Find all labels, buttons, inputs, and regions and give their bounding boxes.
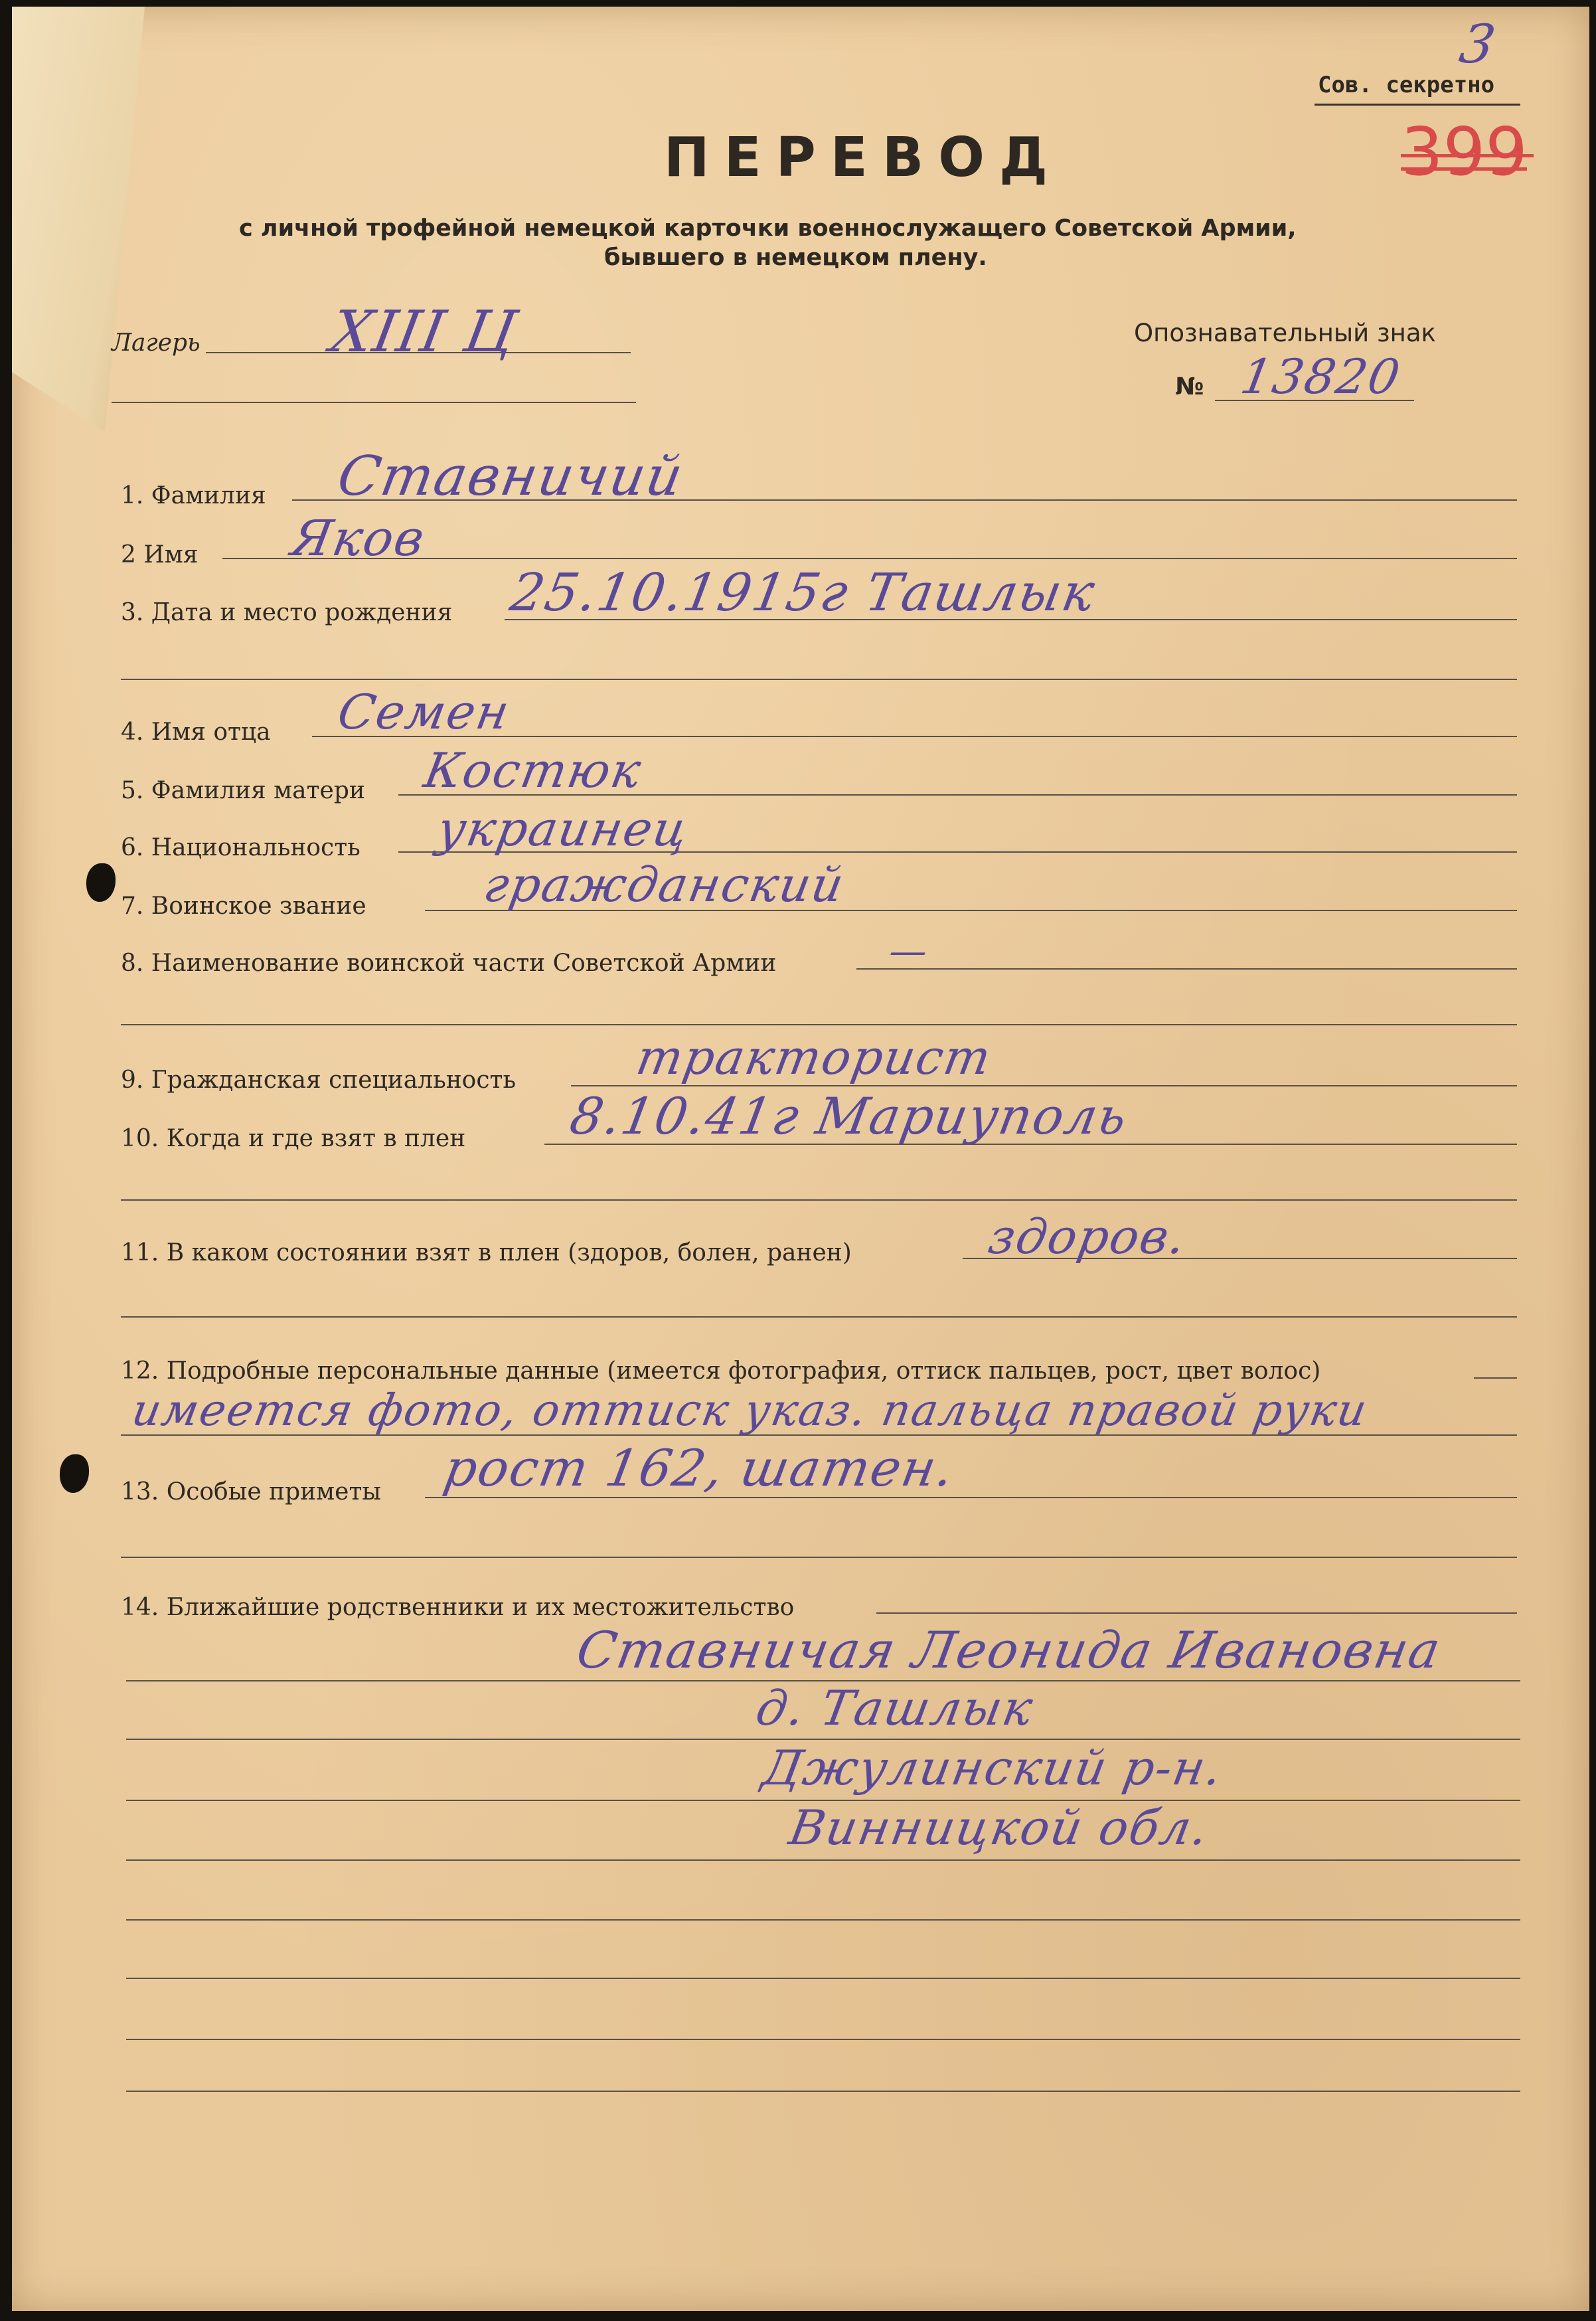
- classification-stamp: Сов. секретно: [1318, 72, 1495, 98]
- field-birth-label: 3. Дата и место рождения: [121, 599, 453, 626]
- field-name-value: Яков: [287, 510, 430, 567]
- field-personal-label: 12. Подробные персональные данные (имеется фотография, оттиск пальцев, рост, цвет волос): [121, 1357, 1321, 1385]
- field-rank-label: 7. Воинское звание: [121, 893, 366, 920]
- field-rank-value: гражданский: [479, 857, 849, 912]
- field-capture-line-2: [121, 1199, 1517, 1201]
- field-features-value: рост 162, шатен.: [439, 1438, 959, 1498]
- field-condition-line-2: [121, 1316, 1517, 1318]
- relatives-line: [126, 2039, 1520, 2040]
- field-mother-label: 5. Фамилия матери: [121, 777, 365, 804]
- field-personal-value: имеется фото, оттиск указ. пальца правой руки: [128, 1385, 1372, 1436]
- page-number: 3: [1455, 13, 1502, 75]
- relatives-line: [126, 1859, 1520, 1861]
- field-condition-value: здоров.: [984, 1209, 1191, 1264]
- camp-label: Лагерь: [112, 329, 200, 357]
- relatives-line: [126, 1919, 1520, 1921]
- field-profession-value: тракторист: [632, 1029, 997, 1085]
- subtitle-line1: с личной трофейной немецкой карточки военнослужащего Советской Армии,: [239, 215, 1297, 242]
- field-features-line-2: [121, 1557, 1517, 1558]
- classification-underline: [1315, 104, 1520, 106]
- field-personal-line: [1474, 1377, 1517, 1379]
- field-profession-label: 9. Гражданская специальность: [121, 1067, 517, 1094]
- field-unit-line: [856, 968, 1517, 970]
- document-title: ПЕРЕВОД: [664, 126, 1062, 189]
- field-name-label: 2 Имя: [121, 541, 199, 568]
- field-surname-label: 1. Фамилия: [121, 482, 266, 509]
- id-tag-no: №: [1175, 373, 1204, 400]
- field-unit-line-2: [121, 1024, 1517, 1025]
- field-nationality-value: украинец: [433, 801, 693, 857]
- field-relatives-label: 14. Ближайшие родственники и их местожительство: [121, 1594, 795, 1621]
- archive-number-crossed: 399: [1401, 113, 1528, 191]
- relative-district: Джулинский р-н.: [758, 1740, 1228, 1796]
- field-capture-label: 10. Когда и где взят в плен: [121, 1125, 466, 1152]
- relatives-line: [126, 2091, 1520, 2092]
- field-nationality-label: 6. Национальность: [121, 834, 360, 861]
- field-unit-value: —: [886, 930, 932, 973]
- field-condition-label: 11. В каком состоянии взят в плен (здоров, болен, ранен): [121, 1239, 852, 1266]
- camp-line-2: [112, 402, 636, 403]
- field-father-value: Семен: [333, 684, 515, 740]
- relatives-line: [126, 1978, 1520, 1979]
- field-features-label: 13. Особые приметы: [121, 1478, 382, 1505]
- field-surname-value: Ставничий: [333, 445, 688, 508]
- field-relatives-line: [876, 1612, 1517, 1614]
- field-capture-value: 8.10.41г Мариуполь: [566, 1086, 1133, 1146]
- relative-region: Винницкой обл.: [785, 1800, 1214, 1855]
- strike-line: [1401, 154, 1534, 157]
- id-tag-label: Опознавательный знак: [1134, 319, 1436, 347]
- field-mother-value: Костюк: [420, 742, 647, 798]
- field-unit-label: 8. Наименование воинской части Советской Армии: [121, 950, 777, 977]
- camp-value: XIII Ц: [326, 299, 522, 365]
- field-father-label: 4. Имя отца: [121, 719, 271, 746]
- field-birth-value: 25.10.1915г Ташлык: [506, 563, 1100, 623]
- id-tag-value: 13820: [1236, 349, 1405, 404]
- relative-name: Ставничая Леонида Ивановна: [572, 1620, 1446, 1679]
- subtitle-line2: бывшего в немецком плену.: [604, 244, 987, 271]
- strike-line: [1401, 167, 1527, 171]
- relative-village: д. Ташлык: [752, 1680, 1038, 1736]
- field-birth-line-2: [121, 679, 1517, 680]
